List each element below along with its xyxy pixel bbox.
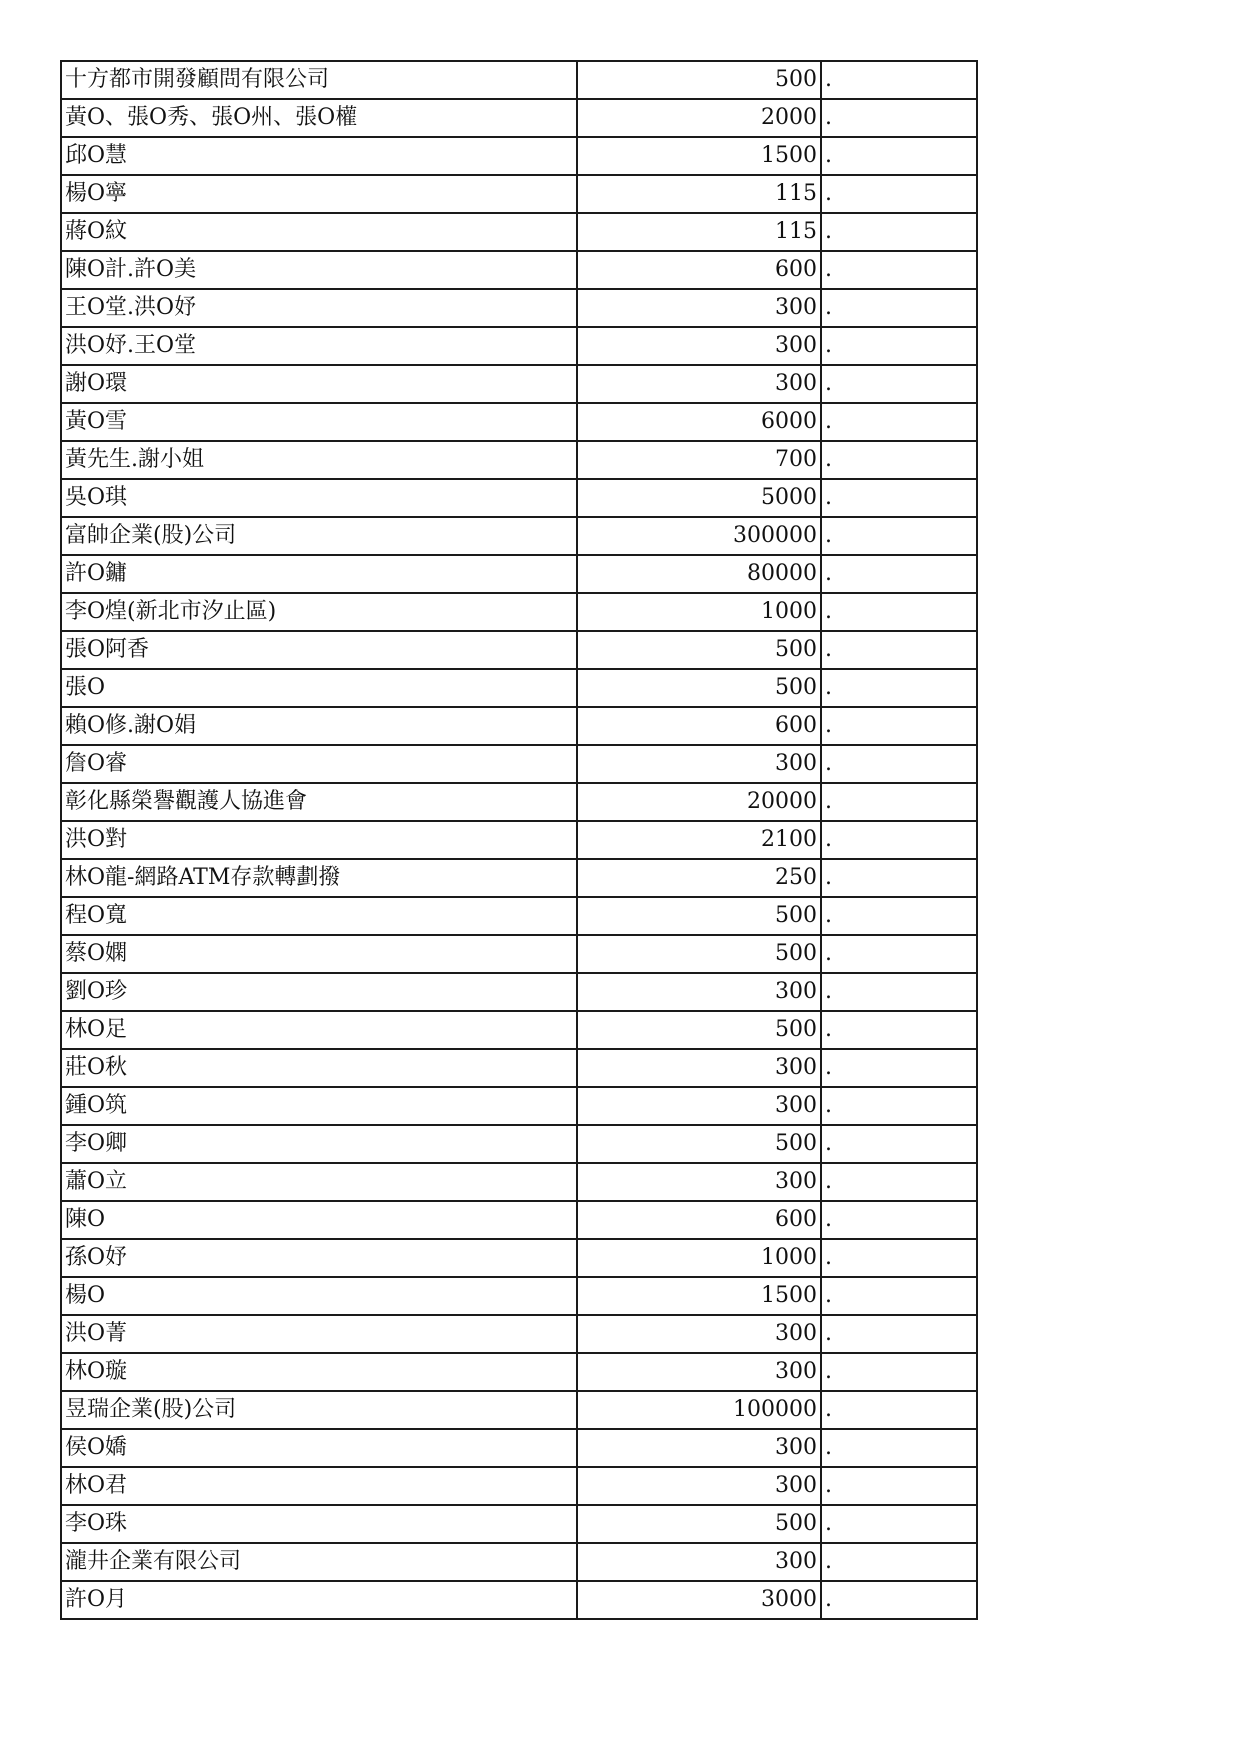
table-row xyxy=(61,213,977,251)
table-row xyxy=(61,175,977,213)
table-row xyxy=(61,479,977,517)
table-row xyxy=(61,669,977,707)
donation-amount-cell: 300 xyxy=(577,327,821,365)
donation-amount-cell: 80000 xyxy=(577,555,821,593)
donor-name-cell: 劉O珍 xyxy=(61,973,577,1011)
donor-name-cell: 李O珠 xyxy=(61,1505,577,1543)
donation-amount-cell: 300 xyxy=(577,1087,821,1125)
donation-amount-cell: 250 xyxy=(577,859,821,897)
note-cell: . xyxy=(821,669,977,707)
table-row xyxy=(61,707,977,745)
donor-name-cell: 許O月 xyxy=(61,1581,577,1619)
donor-name-cell: 洪O對 xyxy=(61,821,577,859)
donation-amount-cell: 1000 xyxy=(577,593,821,631)
note-cell: . xyxy=(821,1277,977,1315)
table-row xyxy=(61,1581,977,1619)
note-cell: . xyxy=(821,1315,977,1353)
donor-name-cell: 張O xyxy=(61,669,577,707)
table-row xyxy=(61,973,977,1011)
donor-name-cell: 莊O秋 xyxy=(61,1049,577,1087)
donor-name-cell: 李O卿 xyxy=(61,1125,577,1163)
table-row xyxy=(61,1125,977,1163)
note-cell: . xyxy=(821,1087,977,1125)
donation-amount-cell: 500 xyxy=(577,1125,821,1163)
table-row xyxy=(61,403,977,441)
donation-amount-cell: 20000 xyxy=(577,783,821,821)
donation-amount-cell: 300 xyxy=(577,289,821,327)
table-row xyxy=(61,1315,977,1353)
note-cell: . xyxy=(821,1353,977,1391)
donation-amount-cell: 500 xyxy=(577,631,821,669)
donor-name-cell: 吳O琪 xyxy=(61,479,577,517)
note-cell: . xyxy=(821,1505,977,1543)
donation-rows xyxy=(61,61,977,1619)
note-cell: . xyxy=(821,1163,977,1201)
note-cell: . xyxy=(821,441,977,479)
donor-name-cell: 蔡O嫻 xyxy=(61,935,577,973)
table-row xyxy=(61,289,977,327)
note-cell: . xyxy=(821,1125,977,1163)
donor-name-cell: 程O寬 xyxy=(61,897,577,935)
donor-name-cell: 楊O寧 xyxy=(61,175,577,213)
donation-amount-cell: 300 xyxy=(577,1315,821,1353)
donor-name-cell: 張O阿香 xyxy=(61,631,577,669)
note-cell: . xyxy=(821,973,977,1011)
donation-amount-cell: 300 xyxy=(577,1467,821,1505)
donor-name-cell: 鍾O筑 xyxy=(61,1087,577,1125)
donation-table xyxy=(60,60,978,1620)
note-cell: . xyxy=(821,1581,977,1619)
note-cell: . xyxy=(821,631,977,669)
note-cell: . xyxy=(821,1391,977,1429)
donation-amount-cell: 300 xyxy=(577,365,821,403)
donor-name-cell: 李O煌(新北市汐止區) xyxy=(61,593,577,631)
donation-amount-cell: 700 xyxy=(577,441,821,479)
table-row xyxy=(61,1429,977,1467)
donation-amount-cell: 5000 xyxy=(577,479,821,517)
table-row xyxy=(61,61,977,99)
note-cell: . xyxy=(821,213,977,251)
table-row xyxy=(61,99,977,137)
table-row xyxy=(61,783,977,821)
table-row xyxy=(61,327,977,365)
donation-amount-cell: 300 xyxy=(577,1049,821,1087)
note-cell: . xyxy=(821,1543,977,1581)
donation-amount-cell: 115 xyxy=(577,175,821,213)
note-cell: . xyxy=(821,137,977,175)
donation-amount-cell: 600 xyxy=(577,251,821,289)
donor-name-cell: 邱O慧 xyxy=(61,137,577,175)
donor-name-cell: 黃先生.謝小姐 xyxy=(61,441,577,479)
donor-name-cell: 王O堂.洪O妤 xyxy=(61,289,577,327)
note-cell: . xyxy=(821,821,977,859)
table-row xyxy=(61,821,977,859)
table-row xyxy=(61,441,977,479)
donation-amount-cell: 3000 xyxy=(577,1581,821,1619)
donor-name-cell: 侯O嬌 xyxy=(61,1429,577,1467)
note-cell: . xyxy=(821,1011,977,1049)
donation-amount-cell: 2100 xyxy=(577,821,821,859)
donation-amount-cell: 6000 xyxy=(577,403,821,441)
table-row xyxy=(61,1353,977,1391)
donation-amount-cell: 500 xyxy=(577,935,821,973)
donation-amount-cell: 300 xyxy=(577,1353,821,1391)
table-row xyxy=(61,1087,977,1125)
donation-amount-cell: 300 xyxy=(577,1543,821,1581)
donor-name-cell: 陳O計.許O美 xyxy=(61,251,577,289)
table-row xyxy=(61,365,977,403)
donor-name-cell: 林O君 xyxy=(61,1467,577,1505)
donation-amount-cell: 500 xyxy=(577,1011,821,1049)
table-row xyxy=(61,1505,977,1543)
donation-amount-cell: 300000 xyxy=(577,517,821,555)
donation-amount-cell: 500 xyxy=(577,669,821,707)
note-cell: . xyxy=(821,327,977,365)
table-row xyxy=(61,1163,977,1201)
table-row xyxy=(61,935,977,973)
note-cell: . xyxy=(821,517,977,555)
table-row xyxy=(61,1201,977,1239)
donor-name-cell: 許O鏞 xyxy=(61,555,577,593)
donor-name-cell: 林O足 xyxy=(61,1011,577,1049)
donor-name-cell: 十方都市開發顧問有限公司 xyxy=(61,61,577,99)
note-cell: . xyxy=(821,745,977,783)
table-row xyxy=(61,631,977,669)
note-cell: . xyxy=(821,365,977,403)
note-cell: . xyxy=(821,1049,977,1087)
table-row xyxy=(61,137,977,175)
note-cell: . xyxy=(821,99,977,137)
donation-amount-cell: 300 xyxy=(577,745,821,783)
note-cell: . xyxy=(821,1201,977,1239)
note-cell: . xyxy=(821,707,977,745)
donor-name-cell: 瀧井企業有限公司 xyxy=(61,1543,577,1581)
note-cell: . xyxy=(821,61,977,99)
note-cell: . xyxy=(821,935,977,973)
donation-amount-cell: 2000 xyxy=(577,99,821,137)
donor-name-cell: 賴O修.謝O娟 xyxy=(61,707,577,745)
donor-name-cell: 黃O、張O秀、張O州、張O權 xyxy=(61,99,577,137)
note-cell: . xyxy=(821,783,977,821)
donation-amount-cell: 600 xyxy=(577,1201,821,1239)
donor-name-cell: 陳O xyxy=(61,1201,577,1239)
donor-name-cell: 林O龍-網路ATM存款轉劃撥 xyxy=(61,859,577,897)
table-row xyxy=(61,1011,977,1049)
table-row xyxy=(61,859,977,897)
donation-amount-cell: 500 xyxy=(577,897,821,935)
donor-name-cell: 謝O環 xyxy=(61,365,577,403)
note-cell: . xyxy=(821,251,977,289)
note-cell: . xyxy=(821,555,977,593)
table-row xyxy=(61,1049,977,1087)
donation-amount-cell: 1000 xyxy=(577,1239,821,1277)
donor-name-cell: 蕭O立 xyxy=(61,1163,577,1201)
note-cell: . xyxy=(821,175,977,213)
donor-name-cell: 彰化縣榮譽觀護人協進會 xyxy=(61,783,577,821)
donor-name-cell: 昱瑞企業(股)公司 xyxy=(61,1391,577,1429)
donation-amount-cell: 500 xyxy=(577,61,821,99)
donor-name-cell: 黃O雪 xyxy=(61,403,577,441)
note-cell: . xyxy=(821,1429,977,1467)
donation-amount-cell: 300 xyxy=(577,1429,821,1467)
donor-name-cell: 蔣O紋 xyxy=(61,213,577,251)
donation-amount-cell: 300 xyxy=(577,973,821,1011)
note-cell: . xyxy=(821,593,977,631)
table-row xyxy=(61,1467,977,1505)
note-cell: . xyxy=(821,479,977,517)
table-row xyxy=(61,593,977,631)
donation-amount-cell: 115 xyxy=(577,213,821,251)
donation-amount-cell: 600 xyxy=(577,707,821,745)
note-cell: . xyxy=(821,403,977,441)
table-row xyxy=(61,517,977,555)
table-row xyxy=(61,897,977,935)
donor-name-cell: 詹O睿 xyxy=(61,745,577,783)
donation-amount-cell: 100000 xyxy=(577,1391,821,1429)
donor-name-cell: 洪O菁 xyxy=(61,1315,577,1353)
donation-amount-cell: 500 xyxy=(577,1505,821,1543)
note-cell: . xyxy=(821,897,977,935)
table-row xyxy=(61,745,977,783)
table-row xyxy=(61,555,977,593)
table-row xyxy=(61,1277,977,1315)
table-row xyxy=(61,1543,977,1581)
donor-name-cell: 洪O妤.王O堂 xyxy=(61,327,577,365)
donor-name-cell: 楊O xyxy=(61,1277,577,1315)
donor-name-cell: 孫O妤 xyxy=(61,1239,577,1277)
donation-amount-cell: 300 xyxy=(577,1163,821,1201)
note-cell: . xyxy=(821,289,977,327)
donor-name-cell: 富帥企業(股)公司 xyxy=(61,517,577,555)
note-cell: . xyxy=(821,1467,977,1505)
note-cell: . xyxy=(821,1239,977,1277)
table-row xyxy=(61,251,977,289)
donation-amount-cell: 1500 xyxy=(577,1277,821,1315)
table-row xyxy=(61,1391,977,1429)
donor-name-cell: 林O璇 xyxy=(61,1353,577,1391)
donation-amount-cell: 1500 xyxy=(577,137,821,175)
table-row xyxy=(61,1239,977,1277)
note-cell: . xyxy=(821,859,977,897)
